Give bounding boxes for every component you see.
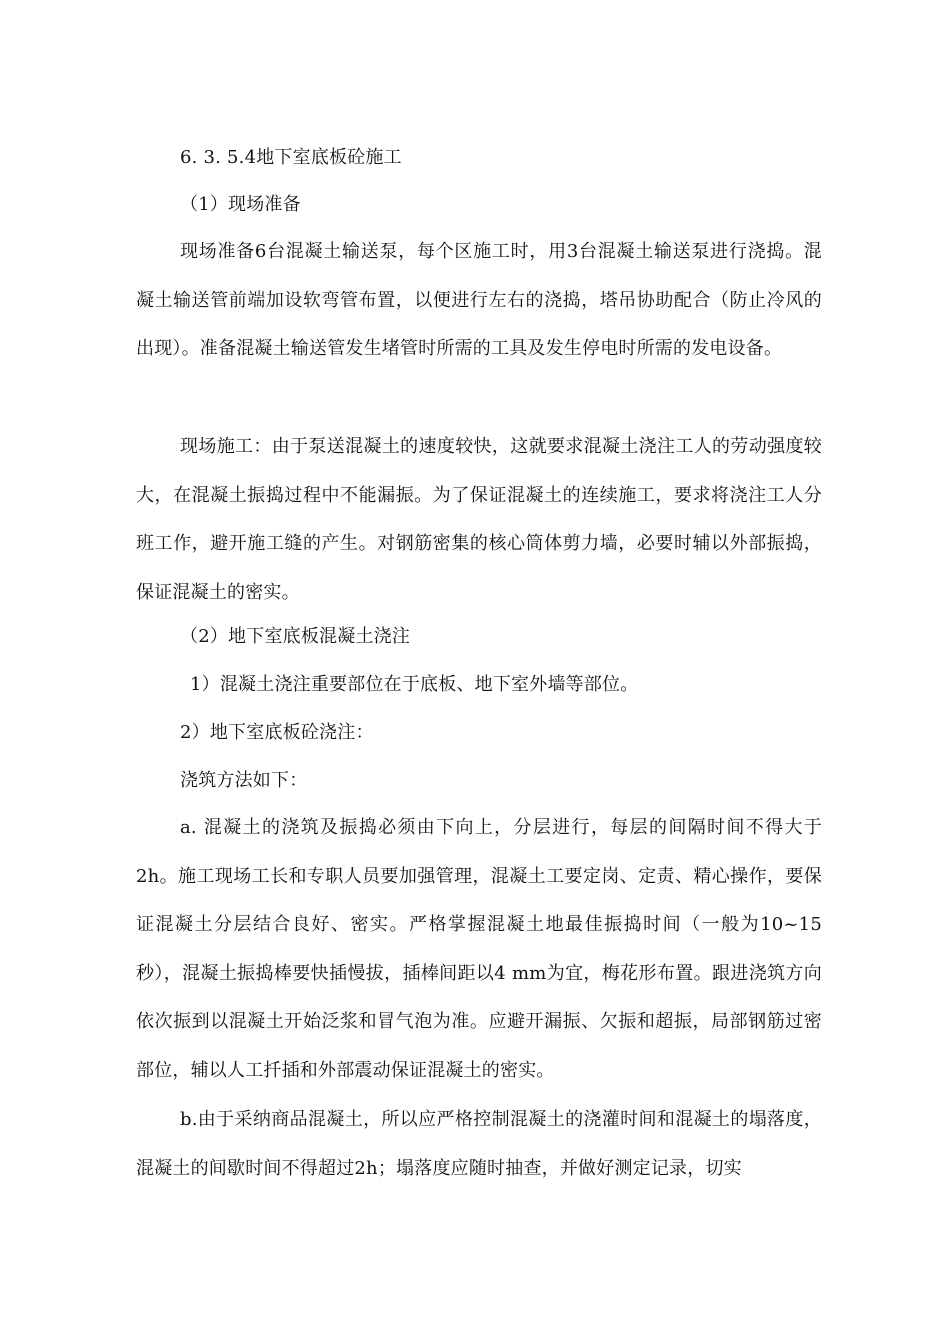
- method-intro: 浇筑方法如下：: [180, 770, 308, 791]
- section-heading: 6. 3. 5.4地下室底板砼施工: [180, 147, 402, 168]
- sub-heading-slab-pouring: （2）地下室底板混凝土浇注: [180, 626, 411, 647]
- list-item-key-parts: 1）混凝土浇注重要部位在于底板、地下室外墙等部位。: [190, 674, 639, 695]
- paragraph-site-construction: 现场施工：由于泵送混凝土的速度较快，这就要求混凝土浇注工人的劳动强度较大，在混凝土振捣过程中不能漏振。为了保证混凝土的连续施工，要求将浇注工人分班工作，避开施工缝的产生。对钢筋密集的核心筒体剪力墙，必要时辅以外部振捣，保证混凝土的密实。: [136, 436, 822, 603]
- sub-heading-site-preparation: （1）现场准备: [180, 194, 301, 215]
- paragraph-b: b.由于采纳商品混凝土，所以应严格控制混凝土的浇灌时间和混凝土的塌落度，混凝土的间歇时间不得超过2h；塌落度应随时抽查，并做好测定记录，切实: [136, 1109, 822, 1179]
- list-item-slab-pouring: 2）地下室底板砼浇注：: [180, 722, 374, 743]
- paragraph-a: a. 混凝土的浇筑及振捣必须由下向上，分层进行，每层的间隔时间不得大于2h。施工现场工长和专职人员要加强管理，混凝土工要定岗、定责、精心操作，要保证混凝土分层结合良好、密实。严格掌握混凝土地最佳振捣时间（一般为10~15秒），混凝土振捣棒要快插慢拔，插棒间距以4 mm为宜，梅花形布置。跟进浇筑方向依次振到以混凝土开始泛浆和冒气泡为准。应避开漏振、欠振和超振，局部钢筋过密部位，辅以人工扦插和外部震动保证混凝土的密实。: [136, 817, 822, 1081]
- paragraph-site-preparation: 现场准备6台混凝土输送泵，每个区施工时，用3台混凝土输送泵进行浇捣。混凝土输送管前端加设软弯管布置，以便进行左右的浇捣，塔吊协助配合（防止冷风的出现）。准备混凝土输送管发生堵管时所需的工具及发生停电时所需的发电设备。: [136, 241, 822, 360]
